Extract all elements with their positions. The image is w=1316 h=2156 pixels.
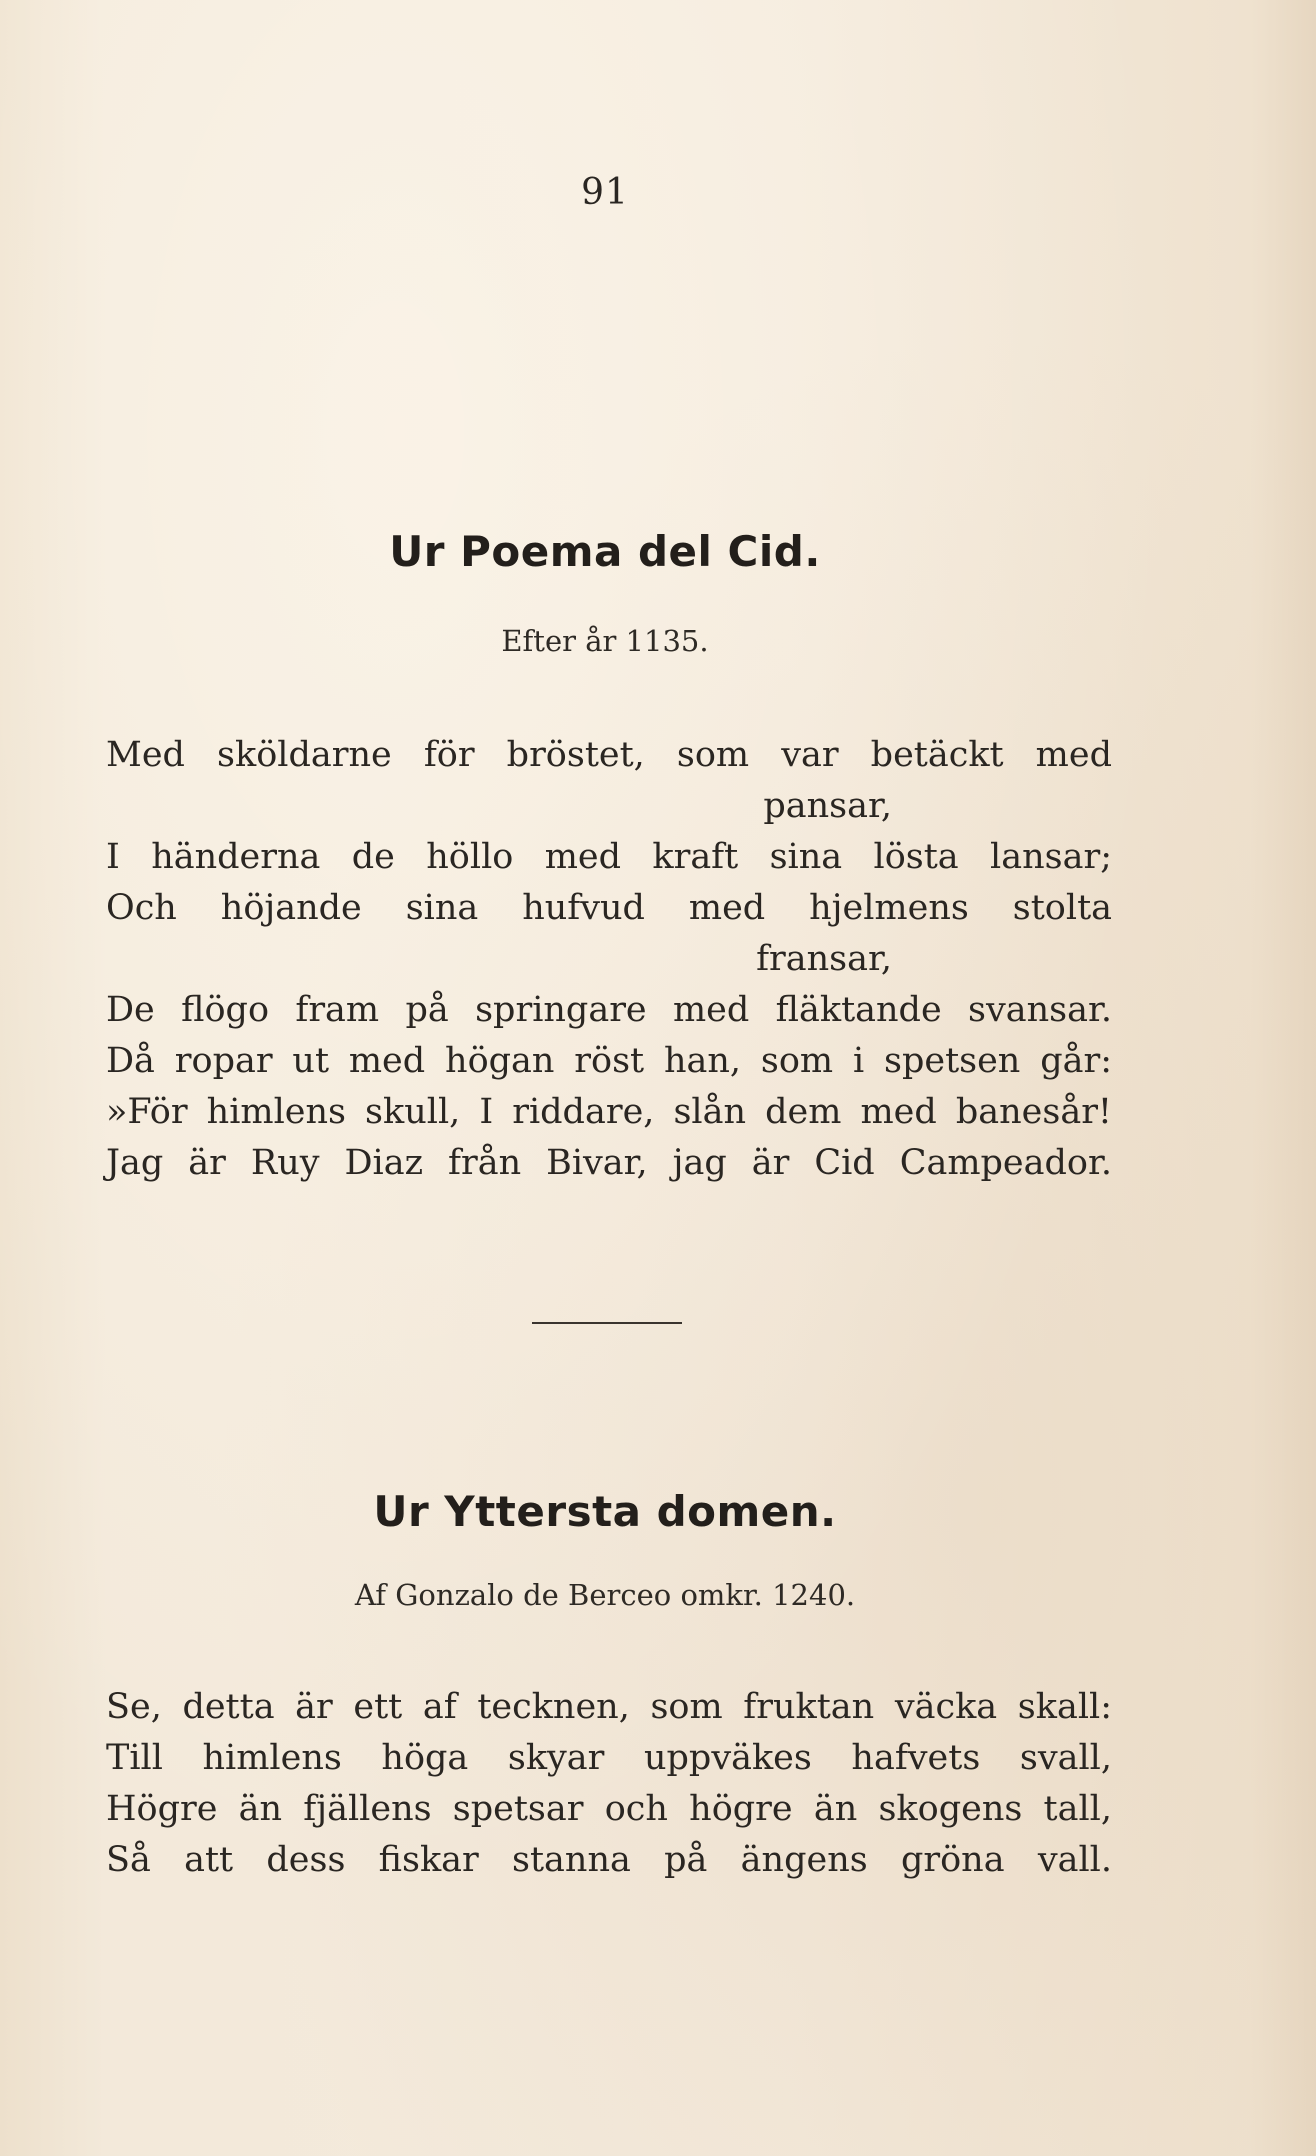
verse-line: De flögo fram på springare med fläktande svansar.: [106, 990, 1112, 1030]
verse-line: Högre än fjällens spetsar och högre än skogens tall,: [106, 1789, 1112, 1829]
verse-line: »För himlens skull, I riddare, slån dem med banesår!: [106, 1092, 1112, 1132]
verse-line-continuation: fransar,: [756, 939, 892, 979]
verse-line: I händerna de höllo med kraft sina lösta lansar;: [106, 837, 1112, 877]
verse-line: Så att dess fiskar stanna på ängens gröna vall.: [106, 1840, 1112, 1880]
section-subtitle-poema-del-cid: Efter år 1135.: [501, 624, 709, 658]
verse-line: Till himlens höga skyar uppväkes hafvets svall,: [106, 1738, 1112, 1778]
verse-poema-del-cid: [106, 730, 1112, 1189]
verse-yttersta-domen: [106, 1682, 1112, 1886]
verse-line: Och höjande sina hufvud med hjelmens stolta: [106, 888, 1112, 928]
verse-line: Jag är Ruy Diaz från Bivar, jag är Cid Campeador.: [106, 1143, 1112, 1183]
section-divider: [532, 1322, 682, 1324]
section-title-yttersta-domen: Ur Yttersta domen.: [373, 1487, 837, 1536]
page-number: 91: [581, 172, 629, 213]
verse-line: Se, detta är ett af tecknen, som fruktan väcka skall:: [106, 1687, 1112, 1727]
verse-line: Då ropar ut med högan röst han, som i spetsen går:: [106, 1041, 1112, 1081]
section-title-poema-del-cid: Ur Poema del Cid.: [389, 527, 821, 576]
verse-line-continuation: pansar,: [763, 786, 892, 826]
section-subtitle-yttersta-domen: Af Gonzalo de Berceo omkr. 1240.: [354, 1578, 856, 1612]
verse-line: Med sköldarne för bröstet, som var betäckt med: [106, 735, 1112, 775]
